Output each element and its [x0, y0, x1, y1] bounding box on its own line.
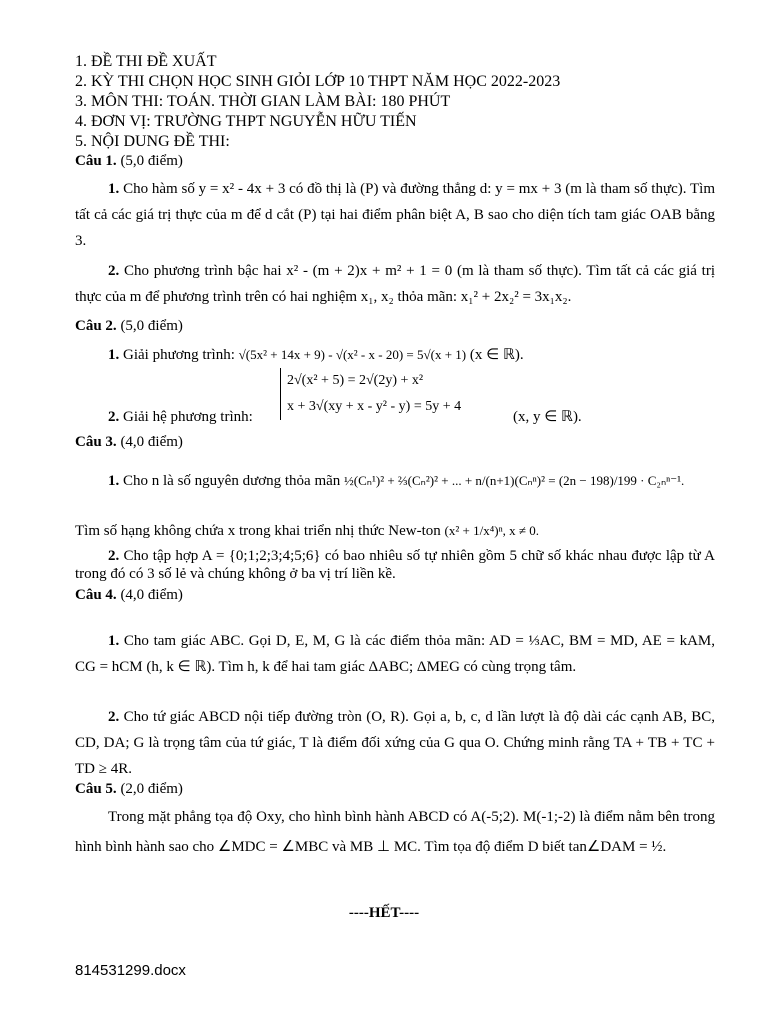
equation-2-1: √(5x² + 14x + 9) - √(x² - x - 20) = 5√(x + 1) — [238, 347, 467, 362]
system-equation-1: 2√(x² + 5) = 2√(2y) + x² — [287, 373, 424, 388]
question-4-part-1: 1. Cho tam giác ABC. Gọi D, E, M, G là các điểm thỏa mãn: AD = ⅓AC, BM = MD, AE = kAM, CG = hCM (h, k ∈ ℝ). Tìm h, k để hai tam giác ΔABC; ΔMEG có cùng trọng tâm. — [75, 633, 716, 675]
end-marker: ----HẾT---- — [348, 905, 420, 921]
question-2-part-1: 1. Giải phương trình: √(5x² + 14x + 9) - √(x² - x - 20) = 5√(x + 1) (x ∈ ℝ). — [108, 347, 524, 363]
question-2-heading: Câu 2. (5,0 điểm) — [75, 318, 183, 334]
question-1-heading: Câu 1. (5,0 điểm) — [75, 153, 183, 169]
system-equation-2: x + 3√(xy + x - y² - y) = 5y + 4 — [287, 399, 462, 414]
binomial-expression: (x² + 1/x⁴)ⁿ, x ≠ 0. — [444, 523, 540, 538]
header-line-1: 1. ĐỀ THI ĐỀ XUẤT — [75, 53, 217, 70]
header-line-5: 5. NỘI DUNG ĐỀ THI: — [75, 133, 230, 150]
equation-3-1: ½(Cₙ¹)² + ⅔(Cₙ²)² + ... + n/(n+1)(Cₙⁿ)² = (2n − 198)/199 · C₂ₙⁿ⁻¹. — [344, 473, 685, 488]
header-line-4: 4. ĐƠN VỊ: TRƯỜNG THPT NGUYỄN HỮU TIẾN — [75, 113, 417, 130]
exam-header — [75, 52, 560, 152]
question-4-part-2: 2. Cho tứ giác ABCD nội tiếp đường tròn (O, R). Gọi a, b, c, d lần lượt là độ dài các cạnh AB, BC, CD, DA; G là trọng tâm của tứ giác, T là điểm đối xứng của G qua O. Chứng minh rằng TA + TB + TC + TD ≥ 4R. — [75, 709, 716, 777]
question-1-part-1: 1. Cho hàm số y = x² - 4x + 3 có đồ thị là (P) và đường thẳng d: y = mx + 3 (m là tham số thực). Tìm tất cả các giá trị thực của m để d cắt (P) tại hai điểm phân biệt A, B sao cho diện tích tam giác OAB bằng 3. — [75, 181, 716, 249]
footer-filename: 814531299.docx — [75, 962, 186, 979]
question-1-part-2: 2. Cho phương trình bậc hai x² - (m + 2)x + m² + 1 = 0 (m là tham số thực). Tìm tất cả các giá trị thực của m để phương trình trên có hai nghiệm x₁, x₂ thỏa mãn: x₁² + 2x₂² = 3x₁x₂. — [75, 263, 716, 305]
question-3-heading: Câu 3. (4,0 điểm) — [75, 434, 183, 450]
question-3-part-1-cont: Tìm số hạng không chứa x trong khai triển nhị thức New-ton (x² + 1/x⁴)ⁿ, x ≠ 0. — [75, 523, 540, 539]
question-3-part-2: 2. Cho tập hợp A = {0;1;2;3;4;5;6} có bao nhiêu số tự nhiên gồm 5 chữ số khác nhau được lập từ A trong đó có 3 số lẻ và chúng không ở ba vị trí liền kề. — [75, 548, 715, 582]
header-line-2: 2. KỲ THI CHỌN HỌC SINH GIỎI LỚP 10 THPT NĂM HỌC 2022-2023 — [75, 73, 561, 90]
header-line-3: 3. MÔN THI: TOÁN. THỜI GIAN LÀM BÀI: 180 PHÚT — [75, 93, 451, 110]
question-2-part-2: 2. Giải hệ phương trình: (x, y ∈ ℝ). — [108, 409, 582, 425]
question-5-heading: Câu 5. (2,0 điểm) — [75, 781, 183, 797]
question-3-part-1: 1. Cho n là số nguyên dương thỏa mãn ½(Cₙ¹)² + ⅔(Cₙ²)² + ... + n/(n+1)(Cₙⁿ)² = (2n − 198)/199 · C₂ₙⁿ⁻¹. — [108, 473, 685, 489]
question-5-body: Trong mặt phẳng tọa độ Oxy, cho hình bình hành ABCD có A(-5;2). M(-1;-2) là điểm nằm bên trong hình bình hành sao cho ∠MDC = ∠MBC và MB ⊥ MC. Tìm tọa độ điểm D biết tan∠DAM = ½. — [75, 809, 715, 855]
question-4-heading: Câu 4. (4,0 điểm) — [75, 587, 183, 603]
